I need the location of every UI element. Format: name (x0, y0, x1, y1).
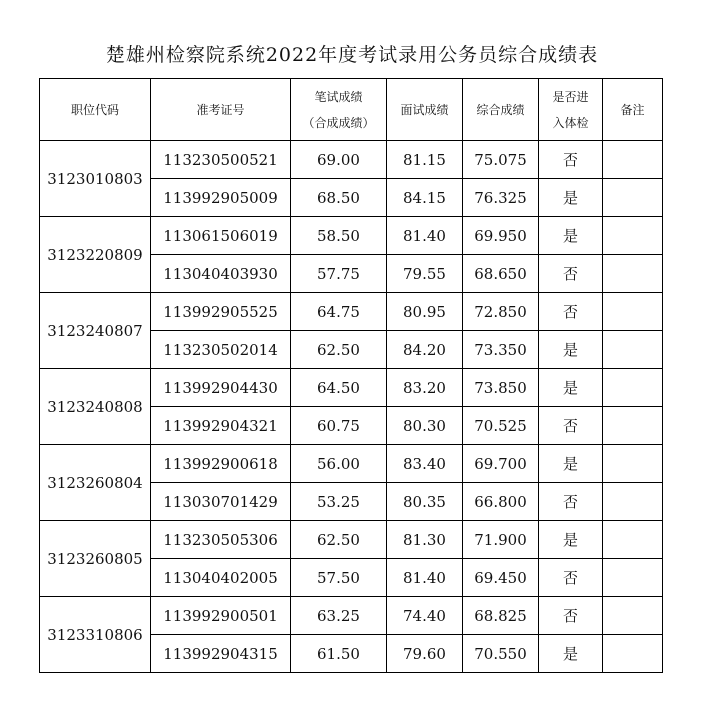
table-row (40, 521, 663, 559)
written-score-cell: 68.50 (291, 179, 387, 217)
page-title: 楚雄州检察院系统2022年度考试录用公务员综合成绩表 (105, 44, 599, 66)
position-code-cell: 3123010803 (40, 141, 151, 217)
physical-exam-cell: 否 (539, 407, 603, 445)
remarks-cell (603, 141, 663, 179)
physical-exam-cell: 是 (539, 445, 603, 483)
remarks-cell (603, 331, 663, 369)
written-score-cell: 62.50 (291, 521, 387, 559)
position-code-cell: 3123240808 (40, 369, 151, 445)
physical-exam-cell: 否 (539, 597, 603, 635)
written-score-cell: 60.75 (291, 407, 387, 445)
remarks-cell (603, 597, 663, 635)
interview-score-cell: 74.40 (387, 597, 463, 635)
interview-score-cell: 81.40 (387, 559, 463, 597)
composite-score-cell: 69.950 (463, 217, 539, 255)
composite-score-cell: 73.350 (463, 331, 539, 369)
physical-exam-cell: 否 (539, 559, 603, 597)
table-row (40, 217, 663, 255)
composite-score-cell: 70.550 (463, 635, 539, 673)
table-row (40, 597, 663, 635)
header-exam-number: 准考证号 (151, 79, 291, 141)
table-row (40, 141, 663, 179)
exam-number-cell: 113230502014 (151, 331, 291, 369)
header-composite-score: 综合成绩 (463, 79, 539, 141)
composite-score-cell: 69.450 (463, 559, 539, 597)
table-row (40, 293, 663, 331)
exam-number-cell: 113992900501 (151, 597, 291, 635)
physical-exam-cell: 是 (539, 369, 603, 407)
written-score-cell: 63.25 (291, 597, 387, 635)
written-score-cell: 53.25 (291, 483, 387, 521)
header-interview-score: 面试成绩 (387, 79, 463, 141)
header-written-score (291, 79, 387, 141)
composite-score-cell: 68.650 (463, 255, 539, 293)
composite-score-cell: 75.075 (463, 141, 539, 179)
position-code-cell: 3123260804 (40, 445, 151, 521)
physical-exam-cell: 否 (539, 483, 603, 521)
exam-number-cell: 113992905009 (151, 179, 291, 217)
header-physical-exam (539, 79, 603, 141)
remarks-cell (603, 445, 663, 483)
remarks-cell (603, 217, 663, 255)
interview-score-cell: 81.15 (387, 141, 463, 179)
composite-score-cell: 72.850 (463, 293, 539, 331)
composite-score-cell: 71.900 (463, 521, 539, 559)
interview-score-cell: 84.20 (387, 331, 463, 369)
written-score-cell: 64.75 (291, 293, 387, 331)
header-physical-line1: 是否进 (552, 89, 589, 104)
position-code-cell: 3123260805 (40, 521, 151, 597)
composite-score-cell: 73.850 (463, 369, 539, 407)
written-score-cell: 58.50 (291, 217, 387, 255)
physical-exam-cell: 否 (539, 255, 603, 293)
physical-exam-cell: 否 (539, 141, 603, 179)
interview-score-cell: 84.15 (387, 179, 463, 217)
physical-exam-cell: 是 (539, 521, 603, 559)
interview-score-cell: 79.60 (387, 635, 463, 673)
scores-table (39, 78, 663, 673)
table-row (40, 369, 663, 407)
interview-score-cell: 83.20 (387, 369, 463, 407)
position-code-cell: 3123220809 (40, 217, 151, 293)
written-score-cell: 56.00 (291, 445, 387, 483)
remarks-cell (603, 635, 663, 673)
interview-score-cell: 80.95 (387, 293, 463, 331)
header-remarks: 备注 (603, 79, 663, 141)
exam-number-cell: 113230505306 (151, 521, 291, 559)
exam-number-cell: 113992904430 (151, 369, 291, 407)
exam-number-cell: 113040402005 (151, 559, 291, 597)
header-position-code: 职位代码 (40, 79, 151, 141)
exam-number-cell: 113061506019 (151, 217, 291, 255)
exam-number-cell: 113230500521 (151, 141, 291, 179)
table-row (40, 445, 663, 483)
position-code-cell: 3123240807 (40, 293, 151, 369)
interview-score-cell: 81.30 (387, 521, 463, 559)
composite-score-cell: 70.525 (463, 407, 539, 445)
written-score-cell: 64.50 (291, 369, 387, 407)
interview-score-cell: 83.40 (387, 445, 463, 483)
remarks-cell (603, 407, 663, 445)
table-body (40, 141, 663, 673)
physical-exam-cell: 是 (539, 635, 603, 673)
written-score-cell: 69.00 (291, 141, 387, 179)
remarks-cell (603, 521, 663, 559)
composite-score-cell: 76.325 (463, 179, 539, 217)
header-written-line2: （合成成绩） (302, 115, 375, 130)
composite-score-cell: 69.700 (463, 445, 539, 483)
physical-exam-cell: 否 (539, 293, 603, 331)
position-code-cell: 3123310806 (40, 597, 151, 673)
physical-exam-cell: 是 (539, 217, 603, 255)
remarks-cell (603, 293, 663, 331)
physical-exam-cell: 是 (539, 331, 603, 369)
header-physical-line2: 入体检 (552, 115, 589, 130)
header-row (40, 79, 663, 141)
interview-score-cell: 81.40 (387, 217, 463, 255)
remarks-cell (603, 179, 663, 217)
physical-exam-cell: 是 (539, 179, 603, 217)
exam-number-cell: 113992900618 (151, 445, 291, 483)
written-score-cell: 62.50 (291, 331, 387, 369)
interview-score-cell: 79.55 (387, 255, 463, 293)
exam-number-cell: 113992905525 (151, 293, 291, 331)
written-score-cell: 57.50 (291, 559, 387, 597)
written-score-cell: 61.50 (291, 635, 387, 673)
remarks-cell (603, 255, 663, 293)
exam-number-cell: 113992904321 (151, 407, 291, 445)
composite-score-cell: 68.825 (463, 597, 539, 635)
exam-number-cell: 113030701429 (151, 483, 291, 521)
exam-number-cell: 113040403930 (151, 255, 291, 293)
composite-score-cell: 66.800 (463, 483, 539, 521)
interview-score-cell: 80.30 (387, 407, 463, 445)
exam-number-cell: 113992904315 (151, 635, 291, 673)
header-written-line1: 笔试成绩 (314, 89, 363, 104)
remarks-cell (603, 559, 663, 597)
written-score-cell: 57.75 (291, 255, 387, 293)
interview-score-cell: 80.35 (387, 483, 463, 521)
remarks-cell (603, 483, 663, 521)
remarks-cell (603, 369, 663, 407)
